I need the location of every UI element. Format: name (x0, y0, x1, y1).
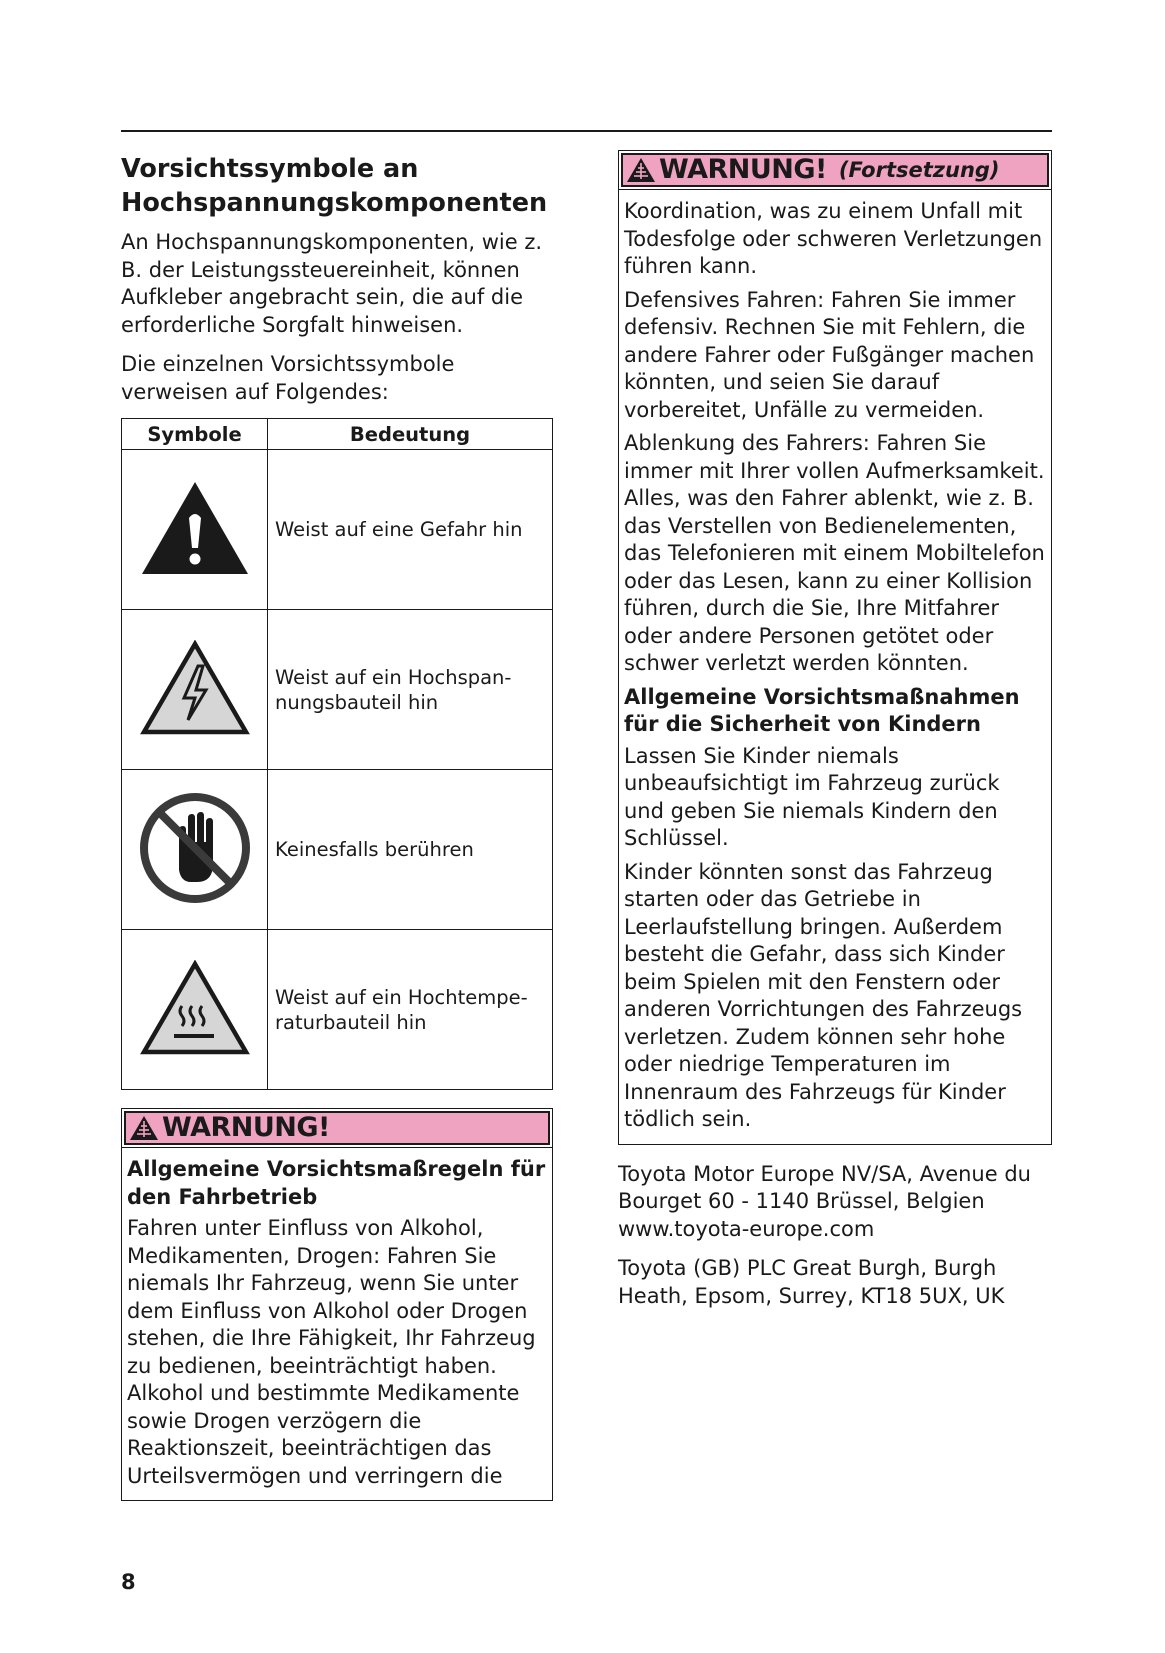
warning-paragraph: Koordination, was zu einem Unfall mit Todesfolge oder schweren Verletzungen führen kann. (624, 199, 1043, 278)
column-header-symbols: Symbole (122, 419, 268, 450)
meaning-cell: Keinesfalls berühren (268, 770, 553, 930)
address-europe: Toyota Motor Europe NV/SA, Avenue du Bourget 60 - 1140 Brüssel, Belgien www.toyota-europe.com (618, 1161, 1031, 1241)
warning-triangle-icon (626, 157, 656, 183)
warning-box (121, 1108, 553, 1501)
warning-title: WARNUNG! (659, 154, 827, 185)
page-number: 8 (121, 1570, 136, 1594)
table-row (122, 770, 553, 930)
warning-header (621, 153, 1049, 187)
heading-line-1: Vorsichtssymbole an (121, 154, 419, 184)
warning-header (124, 1111, 550, 1145)
intro-paragraph-2: Die einzelnen Vorsichtssymbole verweisen auf Folgendes: (121, 352, 455, 404)
right-column (618, 150, 1052, 1310)
table-row (122, 610, 553, 770)
top-rule (121, 130, 1052, 132)
left-column (121, 150, 553, 1501)
warning-paragraph: Kinder könnten sonst das Fahrzeug starten oder das Getriebe in Leerlaufstellung bringen. Außerdem besteht die Gefahr, dass sich Kinder beim Spielen mit den Fenstern oder anderen Vorrichtungen des Fahrzeugs verletzen. Zudem können sehr hohe oder niedrige Temperaturen im Innenraum des Fahrzeugs für Kinder tödlich sein. (624, 859, 1023, 1131)
danger-warning-icon (140, 480, 250, 576)
warning-paragraph: Defensives Fahren: Fahren Sie immer defensiv. Rechnen Sie mit Fehlern, die andere Fahrer oder Fußgänger machen könnten, und seien Sie darauf vorbereitet, Unfälle zu vermeiden. (624, 287, 1035, 422)
warning-body (122, 1147, 552, 1500)
section-heading (121, 152, 553, 220)
heading-line-2: Hochspannungskomponenten (121, 188, 548, 218)
meaning-cell: Weist auf eine Gefahr hin (268, 450, 553, 610)
warning-subheading: Allgemeine Vorsichtsmaßregeln für den Fahrbetrieb (127, 1157, 546, 1209)
warning-box-continued (618, 150, 1052, 1145)
high-voltage-icon (140, 640, 250, 736)
warning-text: Fahren unter Einfluss von Alkohol, Medikamenten, Drogen: Fahren Sie niemals Ihr Fahrzeug, wenn Sie unter dem Einfluss von Alkohol oder Drogen stehen, die Ihre Fähigkeit, Ihr Fahrzeug zu bedienen, beeinträchtigt haben. Alkohol und bestimmte Medikamente sowie Drogen verzögern die Reaktionszeit, beeinträchtigen das Urteilsvermögen und verringern die (127, 1216, 536, 1488)
symbols-table (121, 418, 553, 1090)
meaning-cell: Weist auf ein Hochtempe- raturbauteil hin (268, 930, 553, 1090)
table-row (122, 930, 553, 1090)
intro-paragraph: An Hochspannungskomponenten, wie z. B. der Leistungssteuereinheit, können Aufkleber angebracht sein, die auf die erforderliche Sorgfalt hinweisen. (121, 230, 543, 337)
warning-paragraph: Ablenkung des Fahrers: Fahren Sie immer mit Ihrer vollen Aufmerksamkeit. Alles, was den Fahrer ablenkt, wie z. B. das Verstellen von Bedienelementen, das Telefonieren mit einem Mobiltelefon oder das Lesen, kann zu einer Kollision führen, durch die Sie, Ihre Mitfahrer oder andere Personen getötet oder schwer verletzt werden könnten. (624, 431, 1045, 675)
table-row (122, 450, 553, 610)
continuation-label: (Fortsetzung) (838, 158, 1000, 182)
table-header-row (122, 419, 553, 450)
meaning-cell: Weist auf ein Hochspan- nungsbauteil hin (268, 610, 553, 770)
address-uk: Toyota (GB) PLC Great Burgh, Burgh Heath, Epsom, Surrey, KT18 5UX, UK (618, 1256, 1005, 1308)
warning-triangle-icon (129, 1115, 159, 1141)
column-header-meaning: Bedeutung (268, 419, 553, 450)
hot-surface-icon (140, 960, 250, 1056)
warning-body (619, 189, 1051, 1144)
do-not-touch-icon (139, 792, 251, 904)
warning-paragraph: Lassen Sie Kinder niemals unbeaufsichtigt im Fahrzeug zurück und geben Sie niemals Kindern den Schlüssel. (624, 743, 1000, 850)
warning-subheading: Allgemeine Vorsichtsmaßnahmen für die Sicherheit von Kindern (624, 684, 1020, 736)
warning-title: WARNUNG! (162, 1112, 330, 1143)
